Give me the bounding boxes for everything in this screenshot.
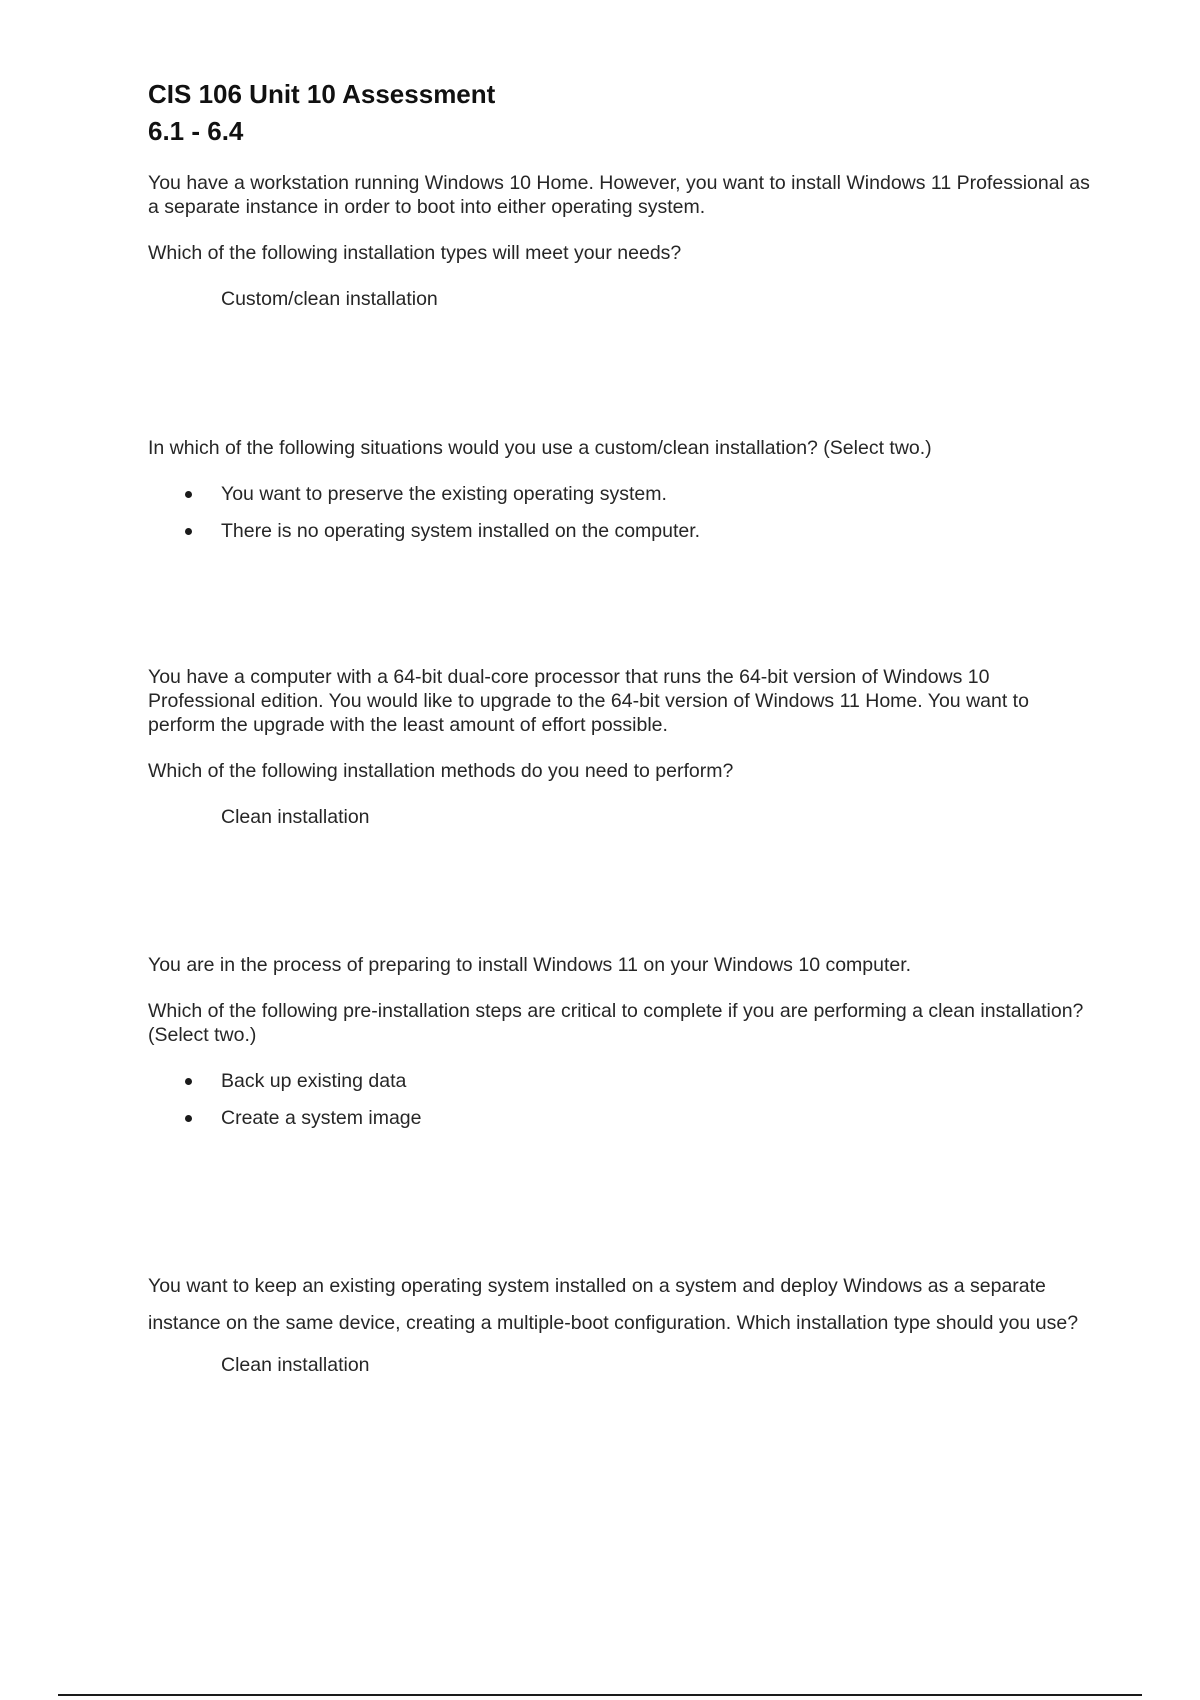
answer-text: Back up existing data xyxy=(221,1070,407,1092)
answer-text: Create a system image xyxy=(221,1107,422,1129)
bullet-icon xyxy=(185,528,192,535)
question-1-scenario: You have a workstation running Windows 10 Home. However, you want to install Windows 11 Professional as a separate instance in order to boot into either operating system. xyxy=(148,172,1090,218)
question-3-answer: Clean installation xyxy=(221,806,370,828)
bullet-icon xyxy=(185,1078,192,1085)
question-2 xyxy=(148,436,1098,556)
question-2-answer-list xyxy=(148,482,1098,543)
answer-item xyxy=(148,482,1098,506)
answer-item xyxy=(148,519,1098,543)
question-4-answer-list xyxy=(148,1069,1098,1130)
answer-item xyxy=(148,1106,1098,1130)
question-3 xyxy=(148,665,1098,829)
answer-text: There is no operating system installed on the computer. xyxy=(221,520,701,542)
answer-text: You want to preserve the existing operating system. xyxy=(221,483,667,505)
bullet-icon xyxy=(185,491,192,498)
question-4-prompt: Which of the following pre-installation steps are critical to complete if you are performing a clean installation? (Select two.) xyxy=(148,1000,1084,1046)
question-1-answer: Custom/clean installation xyxy=(221,288,438,310)
bullet-icon xyxy=(185,1115,192,1122)
footer-divider xyxy=(58,1694,1142,1696)
question-4 xyxy=(148,953,1098,1143)
question-1 xyxy=(148,171,1098,311)
document-subtitle: 6.1 - 6.4 xyxy=(148,116,244,146)
answer-item xyxy=(148,1069,1098,1093)
question-4-scenario: You are in the process of preparing to install Windows 11 on your Windows 10 computer. xyxy=(148,954,912,976)
question-1-prompt: Which of the following installation types will meet your needs? xyxy=(148,242,682,264)
question-5-answer: Clean installation xyxy=(221,1354,370,1376)
document-title: CIS 106 Unit 10 Assessment xyxy=(148,79,496,109)
question-3-scenario: You have a computer with a 64-bit dual-core processor that runs the 64-bit version of Windows 10 Professional edition. You would like to upgrade to the 64-bit version of Windows 11 Home. You want to perform the upgrade with the least amount of effort possible. xyxy=(148,666,1029,736)
question-5 xyxy=(148,1268,1098,1377)
question-2-prompt: In which of the following situations would you use a custom/clean installation? (Select two.) xyxy=(148,437,932,459)
question-3-prompt: Which of the following installation methods do you need to perform? xyxy=(148,760,734,782)
question-5-prompt: You want to keep an existing operating system installed on a system and deploy Windows as a separate instance on the same device, creating a multiple-boot configuration. Which installation type should you use? xyxy=(148,1275,1079,1334)
